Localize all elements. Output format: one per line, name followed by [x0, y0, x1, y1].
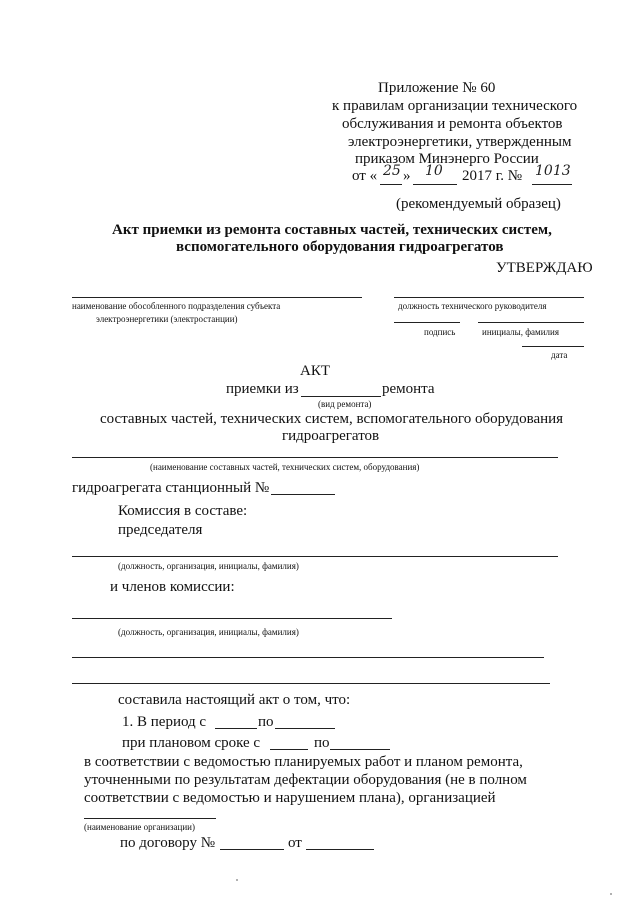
commission-label: Комиссия в составе: — [118, 503, 248, 519]
acceptance-suffix: ремонта — [382, 381, 435, 397]
appendix-date-prefix: от « — [352, 168, 378, 184]
appendix-date-month: 10 — [425, 163, 443, 179]
appendix-line-3: обслуживания и ремонта объектов — [342, 116, 563, 132]
document-title-line-1: Акт приемки из ремонта составных частей, технических систем, — [112, 222, 552, 238]
unit-label: гидроагрегата станционный № — [72, 480, 270, 496]
caption-person-2: (должность, организация, инициалы, фамилия) — [118, 627, 299, 637]
members-label: и членов комиссии: — [110, 579, 235, 595]
body-line-3: соответствии с ведомостью и нарушением плана), организацией — [84, 790, 496, 806]
contract-from: от — [288, 835, 302, 851]
appendix-line-4: электроэнергетики, утвержденным — [348, 134, 572, 150]
appendix-order-number: 1013 — [535, 163, 571, 179]
contract-label: по договору № — [120, 835, 216, 851]
act-heading: АКТ — [300, 363, 330, 379]
appendix-date-mid: » — [403, 168, 411, 184]
composed-label: составила настоящий акт о том, что: — [118, 692, 351, 708]
recommended-sample: (рекомендуемый образец) — [396, 196, 561, 212]
appendix-line-5: приказом Минэнерго России — [355, 151, 539, 167]
appendix-date-day: 25 — [383, 163, 401, 179]
caption-subdivision-2: электроэнергетики (электростанции) — [96, 314, 238, 324]
period-label: 1. В период с — [122, 714, 207, 730]
approve-label: УТВЕРЖДАЮ — [496, 260, 593, 276]
act-subject-line-1: составных частей, технических систем, вспомогательного оборудования — [100, 411, 564, 427]
appendix-line-2: к правилам организации технического — [332, 98, 578, 114]
caption-position: должность технического руководителя — [398, 301, 547, 311]
caption-components: (наименование составных частей, технических систем, оборудования) — [150, 462, 420, 472]
document-title-line-2: вспомогательного оборудования гидроагрегатов — [176, 239, 504, 255]
appendix-date-year: 2017 г. № — [462, 168, 523, 184]
planned-to: по — [314, 735, 330, 751]
appendix-number: Приложение № 60 — [378, 80, 496, 96]
act-subject-line-2: гидроагрегатов — [282, 428, 380, 444]
caption-person-1: (должность, организация, инициалы, фамилия) — [118, 561, 299, 571]
body-line-2: уточненными по результатам дефектации оборудования (не в полном — [84, 772, 527, 788]
caption-signature: подпись — [424, 327, 456, 337]
chairman-label: председателя — [118, 522, 203, 538]
period-to: по — [258, 714, 274, 730]
caption-initials: инициалы, фамилия — [482, 327, 559, 337]
planned-label: при плановом сроке с — [122, 735, 261, 751]
acceptance-prefix: приемки из — [226, 381, 299, 397]
caption-organization: (наименование организации) — [84, 822, 195, 832]
caption-date: дата — [551, 350, 568, 360]
caption-repair-type: (вид ремонта) — [318, 399, 372, 409]
body-line-1: в соответствии с ведомостью планируемых работ и планом ремонта, — [84, 754, 523, 770]
caption-subdivision-1: наименование обособленного подразделения субъекта — [72, 301, 281, 311]
